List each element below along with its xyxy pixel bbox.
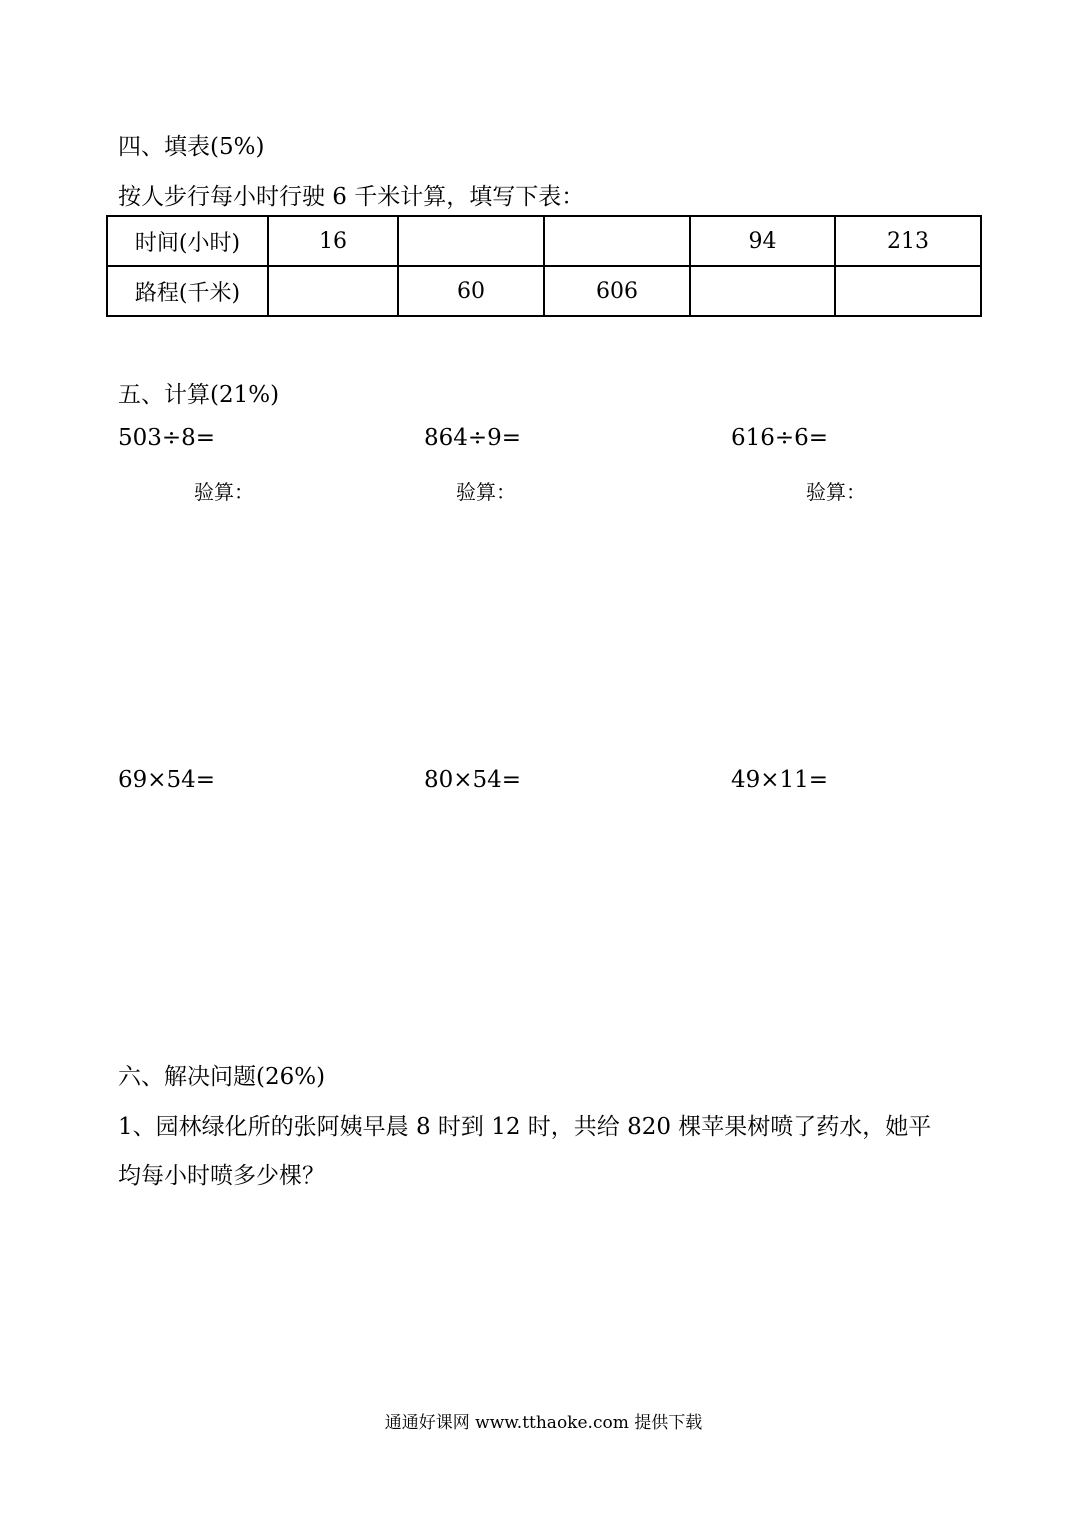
table-row-time <box>107 216 981 266</box>
table-row-distance <box>107 266 981 316</box>
calc-4: 69×54= <box>118 767 216 793</box>
section-6-title: 六、解决问题(26%) <box>118 1064 326 1090</box>
table-cell <box>690 266 835 316</box>
check-label-2: 验算： <box>456 480 516 504</box>
table-cell: 606 <box>544 266 690 316</box>
table-cell: 路程(千米) <box>107 266 268 316</box>
table-cell <box>398 216 544 266</box>
table-cell: 16 <box>268 216 398 266</box>
question-1-line-2: 均每小时喷多少棵？ <box>118 1163 325 1189</box>
table-cell <box>268 266 398 316</box>
table-cell: 时间(小时) <box>107 216 268 266</box>
question-1-line-1: 1、园林绿化所的张阿姨早晨 8 时到 12 时，共给 820 棵苹果树喷了药水，她平 <box>118 1114 932 1140</box>
check-label-1: 验算： <box>194 480 254 504</box>
section-5-title: 五、计算(21%) <box>118 382 280 408</box>
calc-5: 80×54= <box>424 767 522 793</box>
table-cell: 94 <box>690 216 835 266</box>
section-4-instruction: 按人步行每小时行驶 6 千米计算，填写下表： <box>118 184 585 210</box>
calc-1: 503÷8= <box>118 425 216 451</box>
time-distance-table <box>106 215 982 317</box>
check-label-3: 验算： <box>806 480 866 504</box>
table-cell: 213 <box>835 216 981 266</box>
calc-6: 49×11= <box>731 767 829 793</box>
footer-text: 通通好课网 www.tthaoke.com 提供下载 <box>384 1413 703 1433</box>
table-cell <box>544 216 690 266</box>
calc-2: 864÷9= <box>424 425 522 451</box>
table-cell <box>835 266 981 316</box>
calc-3: 616÷6= <box>731 425 829 451</box>
table-cell: 60 <box>398 266 544 316</box>
section-4-title: 四、填表(5%) <box>118 134 265 160</box>
